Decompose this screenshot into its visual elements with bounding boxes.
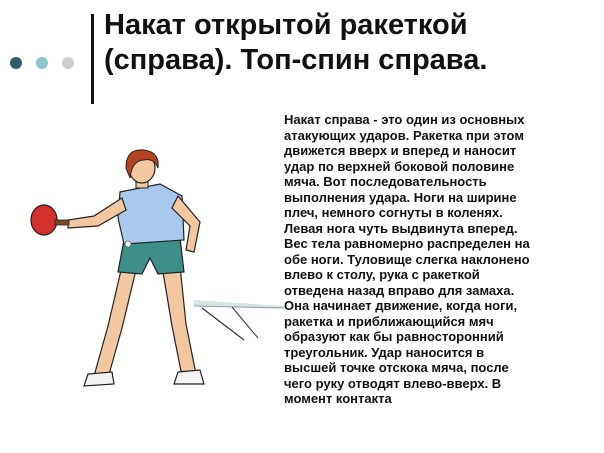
body-line: мяча. Вот последовательность bbox=[284, 174, 487, 189]
body-line: Вес тела равномерно распределен на bbox=[284, 236, 530, 251]
right-shoe-icon bbox=[174, 370, 204, 384]
body-line: движется вверх и вперед и наносит bbox=[284, 143, 517, 158]
left-arm bbox=[68, 198, 126, 228]
shirt bbox=[118, 184, 184, 244]
body-line: высшей точке отскока мяча, после bbox=[284, 360, 509, 375]
dot-dark-icon bbox=[10, 57, 22, 69]
slide-title bbox=[104, 8, 594, 78]
left-shoe-icon bbox=[84, 372, 114, 386]
body-line: Накат справа - это один из основных bbox=[284, 112, 525, 127]
body-line: влево к столу, рука с ракеткой bbox=[284, 267, 480, 282]
body-line: Левая нога чуть выдвинута вперед. bbox=[284, 220, 518, 236]
table-tennis-player-illustration bbox=[22, 148, 322, 408]
dot-light-icon bbox=[62, 57, 74, 69]
body-line: треугольник. Удар наносится в bbox=[284, 344, 485, 360]
body-line: Она начинает движение, когда ноги, bbox=[284, 298, 518, 313]
title-line-1: Накат открытой ракеткой bbox=[104, 9, 468, 41]
ball-icon bbox=[125, 241, 131, 247]
title-divider bbox=[91, 14, 94, 104]
decorative-dots bbox=[10, 57, 76, 69]
body-line: удар по верхней боковой половине bbox=[284, 158, 515, 174]
body-line: отведена назад вправо для замаха. bbox=[284, 282, 515, 298]
dot-mid-icon bbox=[36, 57, 48, 69]
right-leg bbox=[162, 266, 196, 376]
body-line: ракетка и приближающийся мяч bbox=[284, 313, 494, 329]
slide-body bbox=[284, 112, 598, 407]
body-line: образуют как бы равносторонний bbox=[284, 329, 504, 344]
body-line: обе ноги. Туловище слегка наклонено bbox=[284, 251, 530, 267]
body-line: атакующих ударов. Ракетка при этом bbox=[284, 127, 524, 143]
left-leg bbox=[94, 266, 136, 378]
body-line: плеч, немного согнуты в коленях. bbox=[284, 205, 503, 220]
title-line-2: (справа). Топ-спин справа. bbox=[104, 44, 488, 76]
body-line: чего руку отводят влево-вверх. В bbox=[284, 375, 502, 391]
paddle-icon bbox=[31, 205, 57, 235]
body-line: выполнения удара. Ноги на ширине bbox=[284, 189, 517, 205]
body-line: момент контакта bbox=[284, 391, 392, 406]
